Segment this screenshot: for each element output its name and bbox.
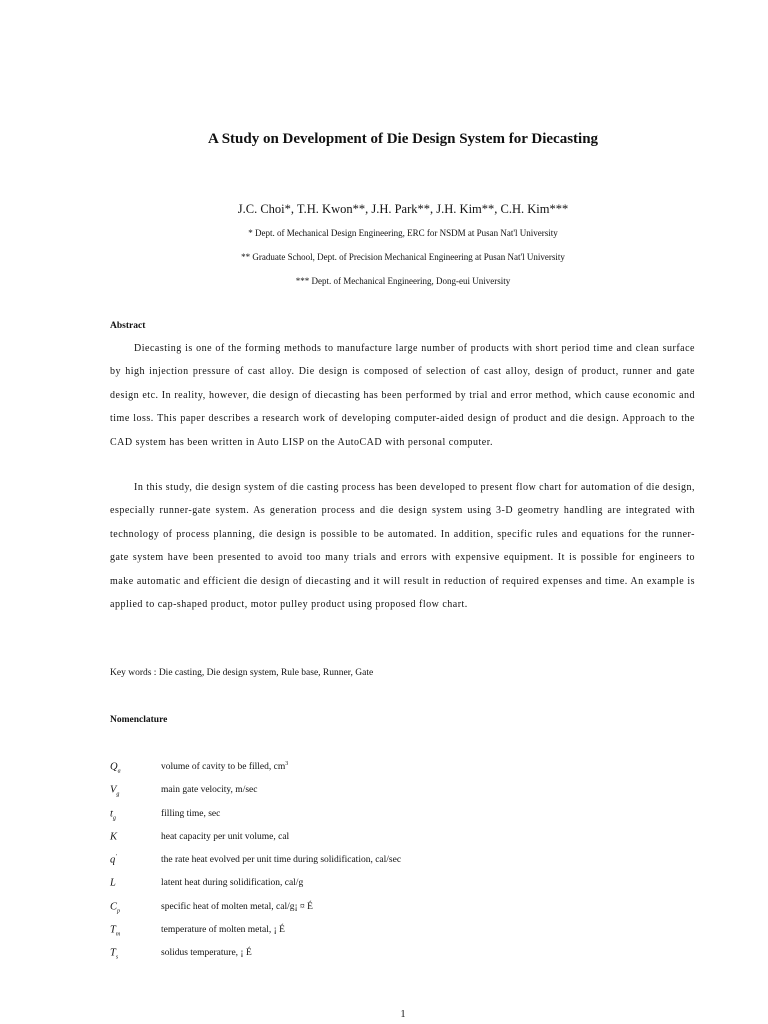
nomenclature-description: heat capacity per unit volume, cal: [161, 832, 290, 843]
nomenclature-row: [110, 854, 710, 872]
affiliation-2: ** Graduate School, Dept. of Precision Mechanical Engineering at Pusan Nat'l University: [241, 252, 565, 262]
nomenclature-symbol: $t_g$: [110, 808, 116, 822]
nomenclature-description: filling time, sec: [161, 809, 221, 820]
affiliation-1: * Dept. of Mechanical Design Engineering, ERC for NSDM at Pusan Nat'l University: [248, 228, 558, 238]
author-list: J.C. Choi*, T.H. Kwon**, J.H. Park**, J.H. Kim**, C.H. Kim***: [237, 202, 569, 216]
nomenclature-description: the rate heat evolved per unit time during solidification, cal/sec: [161, 855, 402, 866]
nomenclature-row: [110, 877, 710, 895]
nomenclature-description: specific heat of molten metal, cal/g¡ ¤ É: [161, 902, 313, 913]
nomenclature-description: main gate velocity, m/sec: [161, 785, 258, 796]
nomenclature-description: latent heat during solidification, cal/g: [161, 878, 304, 889]
nomenclature-symbol: $C_p$: [110, 901, 121, 915]
affiliation-3: *** Dept. of Mechanical Engineering, Dong-eui University: [295, 276, 511, 286]
nomenclature-symbol: L: [110, 877, 116, 889]
nomenclature-row: [110, 924, 710, 942]
abstract-paragraph-2: In this study, die design system of die casting process has been developed to present flow chart for automation of die design, especially runner-gate system. As generation process and die design system using 3-D geometry handling are integrated with technology of process planning, die design is possible to be automated. In addition, specific rules and equations for the runner-gate system have been presented to avoid too many trials and errors with expensive equipment. It is possible for engineers to make automatic and efficient die design of diecasting and it will result in reduction of required expenses and time. An example is applied to cap-shaped product, motor pulley product using proposed flow chart.: [110, 482, 695, 611]
nomenclature-row: [110, 901, 710, 919]
nomenclature-row: [110, 808, 710, 826]
nomenclature-row: [110, 784, 710, 802]
nomenclature-description: solidus temperature, ¡ É: [161, 948, 252, 959]
nomenclature-symbol: $T_m$: [110, 924, 121, 938]
nomenclature-symbol: K: [110, 831, 118, 843]
nomenclature-row: [110, 831, 710, 849]
nomenclature-row: [110, 761, 710, 779]
nomenclature-description: volume of cavity to be filled, $cm^3$: [161, 761, 289, 773]
nomenclature-row: [110, 947, 710, 965]
page-number: 1: [400, 1009, 406, 1020]
nomenclature-symbol: q': [110, 854, 117, 866]
nomenclature-symbol: $T_s$: [110, 947, 119, 961]
nomenclature-symbol: $V_g$: [110, 784, 120, 798]
nomenclature-description: temperature of molten metal, ¡ É: [161, 925, 285, 936]
nomenclature-heading: Nomenclature: [110, 715, 168, 725]
abstract-heading: Abstract: [110, 321, 146, 331]
nomenclature-symbol: $Q_a$: [110, 761, 121, 775]
abstract-paragraph-1: Diecasting is one of the forming methods to manufacture large number of products with short period time and clean surface by high injection pressure of cast alloy. Die design is composed of selection of cast alloy, design of product, runner and gate design etc. In reality, however, die design of diecasting has been performed by trial and error method, which cause economic and time loss. This paper describes a research work of developing computer-aided design of product and die design. Approach to the CAD system has been written in Auto LISP on the AutoCAD with personal computer.: [110, 343, 695, 448]
paper-title: A Study on Development of Die Design System for Diecasting: [207, 131, 599, 147]
keywords-line: Key words : Die casting, Die design system, Rule base, Runner, Gate: [110, 668, 374, 678]
